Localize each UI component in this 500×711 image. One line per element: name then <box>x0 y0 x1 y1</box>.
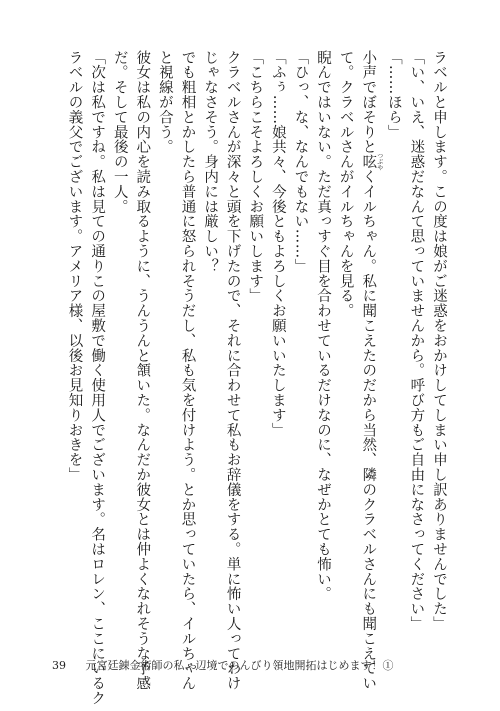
text-line: 「ひっ、な、なんでもない……」 <box>292 50 309 274</box>
text-line: でも粗相とかしたら普通に怒られそうだし、私も気を付けよう。とか思っていたら、イルちゃん <box>179 50 196 691</box>
text-line: と視線が合う。 <box>156 50 173 155</box>
text-line: 「……ほら」 <box>385 50 402 140</box>
text-line: 彼女は私の内心を読み取るように、うんうんと頷いた。なんだか彼女とは仲よくなれそうな予感 <box>134 50 151 691</box>
text-line: 「い、いえ、迷惑だなんて思っていませんから。呼び方もご自由になさってください」 <box>408 50 425 632</box>
text-line-with-ruby <box>357 50 383 691</box>
page-footer <box>52 657 394 673</box>
text-line: クラベルさんが深々と頭を下げたので、それに合わせて私もお辞儀をする。単に怖い人ってわけ <box>224 50 241 691</box>
ruby-word <box>360 152 383 171</box>
ruby-base: 呟 <box>360 152 377 171</box>
text-line: ラベルと申します。この度は娘がご迷惑をおかけしてしまい申し訳ありませんでした」 <box>431 50 447 632</box>
ruby-reading: つぶや <box>375 152 383 171</box>
text-line: 「ふぅ……娘共々、今後ともよろしくお願いいたします」 <box>269 50 286 438</box>
text-line: だ。そして最後の一人。 <box>111 50 128 214</box>
text-line: 「次は私ですね。私は見ての通りこの屋敷で働く使用人でございます。名はロレン、ここにいるク <box>89 50 106 706</box>
text-line: 睨んではいない。ただ真っすぐ目を合わせているだけなのに、なぜかとても怖い。 <box>315 50 332 602</box>
page-number: 39 <box>52 659 66 672</box>
text-fragment: くイルちゃん。私に聞こえたのだから当然、隣のクラベルさんにも聞こえてい <box>360 169 377 691</box>
text-line: 「こちらこそよろしくお願いします」 <box>247 50 264 304</box>
text-line: じゃなさそう。身内には厳しい？ <box>202 50 219 274</box>
text-fragment: 小声でぼそりと <box>360 50 377 155</box>
book-title: 元宮廷錬金術師の私、辺境でのんびり領地開拓はじめます！① <box>85 659 394 672</box>
text-line: て。クラベルさんがイルちゃんを見る。 <box>337 50 354 319</box>
text-line: ラベルの義父でございます。アメリア様、以後お見知りおきを」 <box>66 50 83 483</box>
